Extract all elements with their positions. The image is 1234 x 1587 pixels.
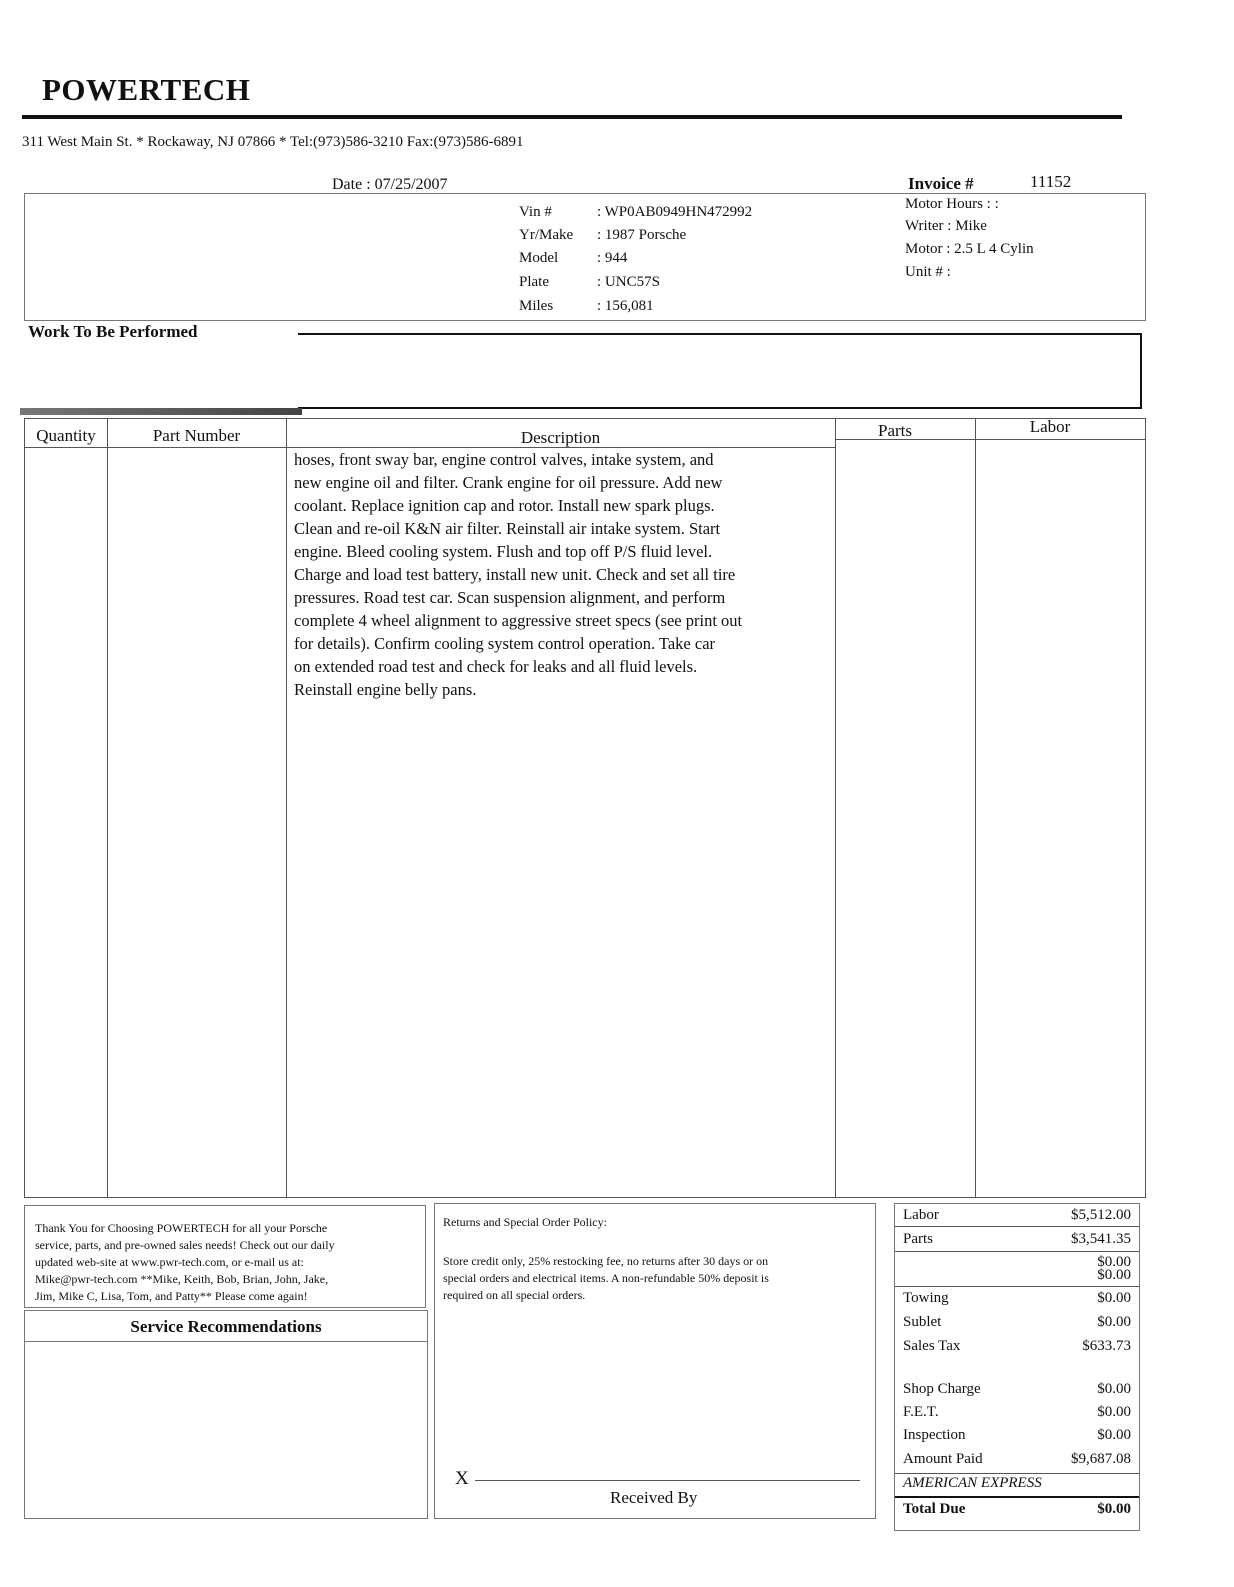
thanks-line: Mike@pwr-tech.com **Mike, Keith, Bob, Brian, John, Jake,: [35, 1272, 329, 1286]
col-divider: [286, 419, 287, 1197]
desc-line: pressures. Road test car. Scan suspension alignment, and perform: [294, 588, 726, 607]
payment-method: AMERICAN EXPRESS: [903, 1475, 1042, 1491]
total-row-sublet: [903, 1314, 1131, 1331]
returns-line: required on all special orders.: [443, 1288, 586, 1302]
total-label: Total Due: [903, 1501, 966, 1517]
invoice-number: 11152: [1030, 172, 1072, 191]
total-value: $0.00: [1097, 1267, 1131, 1283]
date-label: Date: [332, 176, 363, 193]
vin-row: [519, 204, 752, 221]
total-value: $0.00: [1097, 1404, 1131, 1420]
total-row-total-due: [903, 1501, 1131, 1518]
total-row-shop-charge: [903, 1381, 1131, 1398]
total-value: $3,541.35: [1071, 1231, 1131, 1247]
total-value: $633.73: [1082, 1338, 1131, 1354]
work-description: [294, 448, 834, 701]
signature-x: X: [455, 1468, 469, 1489]
total-row-sales-tax: [903, 1338, 1131, 1355]
model-value: : 944: [597, 250, 628, 266]
motor: Motor : 2.5 L 4 Cylin: [905, 241, 1034, 257]
invoice-label: Invoice #: [908, 174, 974, 193]
desc-line: for details). Confirm cooling system control operation. Take car: [294, 634, 716, 653]
total-value: $9,687.08: [1071, 1451, 1131, 1467]
total-label: Amount Paid: [903, 1451, 983, 1467]
thanks-line: service, parts, and pre-owned sales needs! Check out our daily: [35, 1238, 335, 1252]
returns-policy-box: [434, 1203, 876, 1519]
returns-line: Store credit only, 25% restocking fee, no returns after 30 days or on: [443, 1254, 769, 1268]
invoice-date: [332, 176, 448, 194]
total-row-fet: [903, 1404, 1131, 1421]
plate-row: [519, 274, 660, 291]
desc-line: engine. Bleed cooling system. Flush and top off P/S fluid level.: [294, 542, 713, 561]
row-rule: [895, 1251, 1139, 1252]
desc-line: new engine oil and filter. Crank engine for oil pressure. Add new: [294, 473, 723, 492]
total-label: Towing: [903, 1290, 949, 1306]
description-header: Description: [520, 428, 601, 447]
row-rule: [895, 1226, 1139, 1227]
total-value: $0.00: [1097, 1314, 1131, 1330]
total-row-inspection: [903, 1427, 1131, 1444]
total-value: $0.00: [1097, 1290, 1131, 1306]
company-address: 311 West Main St. * Rockaway, NJ 07866 * Tel:(973)586-3210 Fax:(973)586-6891: [22, 134, 524, 150]
yrmake-label: Yr/Make: [519, 227, 574, 243]
date-value: : 07/25/2007: [366, 176, 448, 193]
desc-line: Charge and load test battery, install new unit. Check and set all tire: [294, 565, 736, 584]
header-divider: [22, 115, 1122, 119]
vin-value: : WP0AB0949HN472992: [597, 204, 753, 220]
company-name: POWERTECH: [42, 72, 251, 107]
work-heading: Work To Be Performed: [28, 322, 198, 341]
unit-number: Unit # :: [905, 264, 951, 280]
received-by-label: Received By: [610, 1488, 698, 1507]
signature-line: [475, 1480, 860, 1481]
parts-header: Parts: [878, 421, 912, 440]
work-box: [298, 333, 1142, 409]
thank-you-box: [24, 1205, 426, 1308]
plate-value: : UNC57S: [597, 274, 660, 290]
miles-value: : 156,081: [597, 298, 654, 314]
total-label: Sales Tax: [903, 1338, 961, 1354]
vin-label: Vin #: [519, 204, 552, 220]
model-label: Model: [519, 250, 559, 266]
total-value: $0.00: [1097, 1501, 1131, 1517]
desc-line: Reinstall engine belly pans.: [294, 680, 477, 699]
total-value: $5,512.00: [1071, 1207, 1131, 1223]
writer: Writer : Mike: [905, 218, 987, 234]
returns-title: Returns and Special Order Policy:: [443, 1215, 607, 1229]
thanks-line: updated web-site at www.pwr-tech.com, or e-mail us at:: [35, 1255, 304, 1269]
motor-hours: Motor Hours : :: [905, 196, 999, 212]
plate-label: Plate: [519, 274, 549, 290]
total-row-towing: [903, 1290, 1131, 1307]
service-recommendations-box: [24, 1310, 428, 1519]
yrmake-value: : 1987 Porsche: [597, 227, 687, 243]
desc-line: hoses, front sway bar, engine control valves, intake system, and: [294, 450, 714, 469]
desc-line: coolant. Replace ignition cap and rotor. Install new spark plugs.: [294, 496, 715, 515]
total-label: Parts: [903, 1231, 933, 1247]
miles-label: Miles: [519, 298, 554, 314]
total-label: Sublet: [903, 1314, 942, 1330]
col-divider: [975, 419, 976, 1197]
total-value: $0.00: [1097, 1254, 1131, 1270]
total-label: F.E.T.: [903, 1404, 939, 1420]
quantity-header: Quantity: [36, 426, 96, 445]
row-rule: [895, 1496, 1139, 1498]
labor-header: Labor: [1029, 417, 1071, 436]
total-row-amount-paid: [903, 1451, 1131, 1468]
miles-row: [519, 298, 654, 315]
col-divider: [107, 419, 108, 1197]
row-rule: [895, 1473, 1139, 1474]
service-recommendations-heading: Service Recommendations: [25, 1317, 427, 1342]
thanks-line: Thank You for Choosing POWERTECH for all your Porsche: [35, 1221, 328, 1235]
yrmake-row: [519, 227, 686, 244]
desc-line: complete 4 wheel alignment to aggressive street specs (see print out: [294, 611, 743, 630]
totals-box: [894, 1203, 1140, 1531]
section-bar: [20, 408, 302, 415]
model-row: [519, 250, 627, 267]
row-rule: [895, 1286, 1139, 1287]
total-label: Shop Charge: [903, 1381, 981, 1397]
total-row-labor: [903, 1207, 1131, 1224]
part-number-header: Part Number: [152, 426, 241, 445]
total-label: Inspection: [903, 1427, 966, 1443]
total-value: $0.00: [1097, 1427, 1131, 1443]
desc-line: on extended road test and check for leaks and all fluid levels.: [294, 657, 698, 676]
total-value: $0.00: [1097, 1381, 1131, 1397]
total-row-parts: [903, 1231, 1131, 1248]
total-label: Labor: [903, 1207, 939, 1223]
desc-line: Clean and re-oil K&N air filter. Reinstall air intake system. Start: [294, 519, 721, 538]
returns-line: special orders and electrical items. A non-refundable 50% deposit is: [443, 1271, 769, 1285]
thanks-line: Jim, Mike C, Lisa, Tom, and Patty** Please come again!: [35, 1289, 308, 1303]
col-divider: [835, 419, 836, 1197]
